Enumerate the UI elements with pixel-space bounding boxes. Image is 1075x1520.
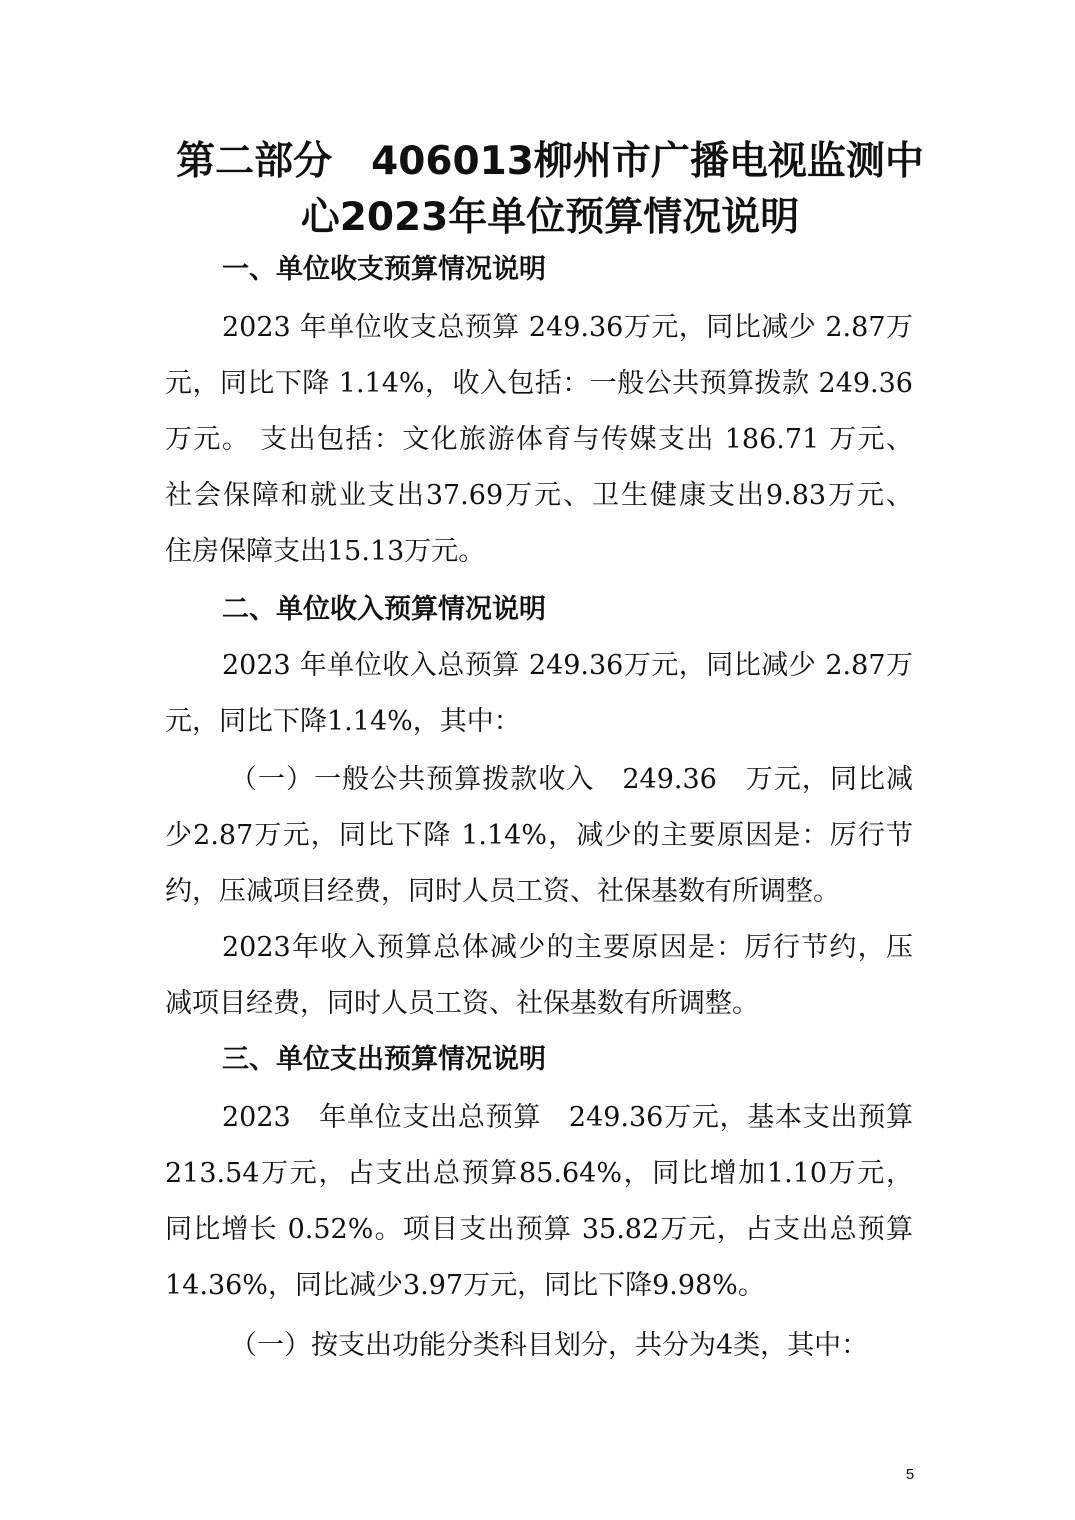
page-number: 5 <box>905 1466 915 1483</box>
paragraph-line: 元，同比下降 1.14%，收入包括：一般公共预算拨款 249.36 <box>165 368 913 399</box>
paragraph-line: 14.36%，同比减少3.97万元，同比下降9.98%。 <box>165 1270 765 1301</box>
document-title-line-1: 第二部分 406013柳州市广播电视监测中 <box>176 139 924 184</box>
section-heading-income: 二、单位收入预算情况说明 <box>222 594 546 625</box>
paragraph-line: （一）一般公共预算拨款收入 249.36 万元，同比减 <box>230 764 913 795</box>
paragraph-line: 减项目经费，同时人员工资、社保基数有所调整。 <box>165 988 759 1019</box>
paragraph-line: 213.54万元，占支出总预算85.64%，同比增加1.10万元， <box>165 1158 913 1189</box>
paragraph-line: （一）按支出功能分类科目划分，共分为4类，其中： <box>230 1330 869 1361</box>
paragraph-line: 同比增长 0.52%。项目支出预算 35.82万元，占支出总预算 <box>165 1214 913 1245</box>
paragraph-line: 2023 年单位支出总预算 249.36万元，基本支出预算 <box>222 1102 913 1133</box>
paragraph-line: 社会保障和就业支出37.69万元、卫生健康支出9.83万元、 <box>165 480 913 511</box>
paragraph-line: 少2.87万元，同比下降 1.14%，减少的主要原因是：厉行节 <box>165 820 913 851</box>
paragraph-line: 2023年收入预算总体减少的主要原因是：厉行节约，压 <box>222 932 913 963</box>
paragraph-line: 元，同比下降1.14%，其中： <box>165 706 521 737</box>
paragraph-line: 住房保障支出15.13万元。 <box>165 536 486 567</box>
document-title-line-2: 心2023年单位预算情况说明 <box>300 195 800 240</box>
paragraph-line: 万元。 支出包括：文化旅游体育与传媒支出 186.71 万元、 <box>165 424 913 455</box>
paragraph-line: 2023 年单位收入总预算 249.36万元，同比减少 2.87万 <box>222 650 913 681</box>
paragraph-line: 2023 年单位收支总预算 249.36万元，同比减少 2.87万 <box>222 312 913 343</box>
section-heading-expenditure: 三、单位支出预算情况说明 <box>222 1044 546 1075</box>
section-heading-income-expenditure: 一、单位收支预算情况说明 <box>222 254 546 285</box>
paragraph-line: 约，压减项目经费，同时人员工资、社保基数有所调整。 <box>165 876 840 907</box>
